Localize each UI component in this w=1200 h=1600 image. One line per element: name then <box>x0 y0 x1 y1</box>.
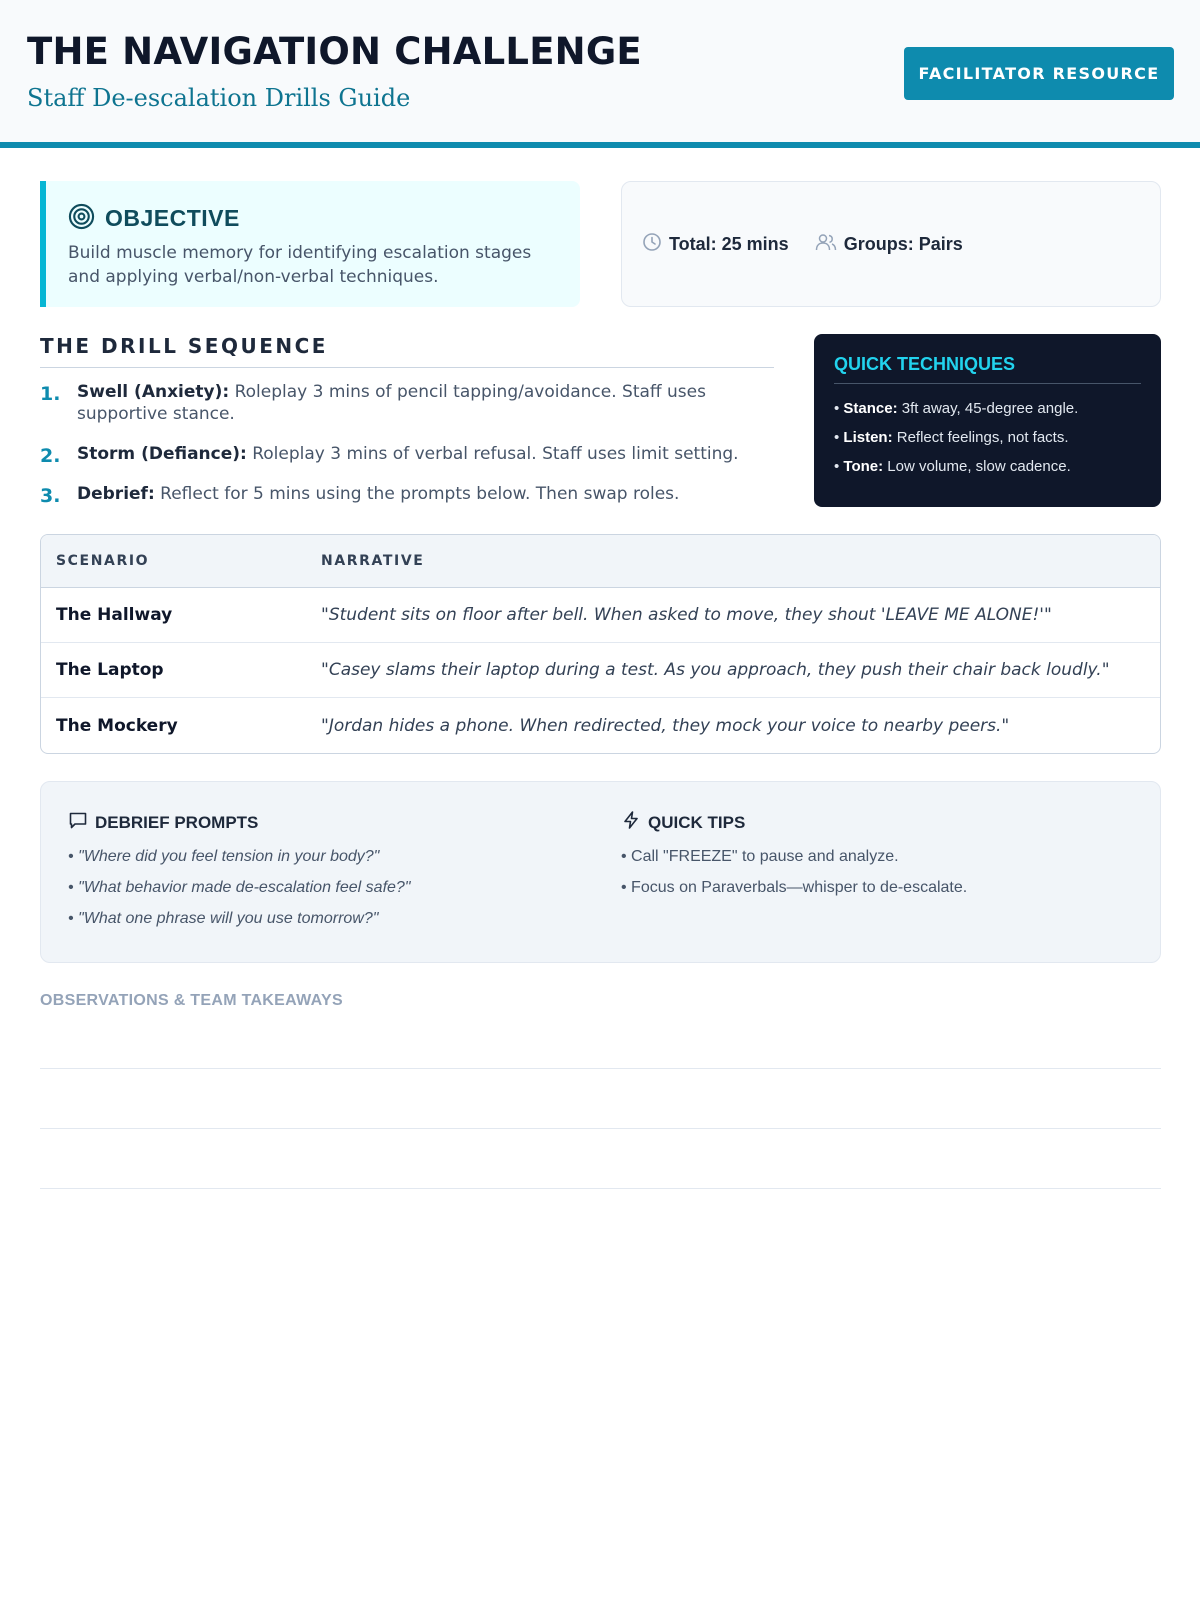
debrief-card <box>40 781 1161 963</box>
writing-line <box>40 1068 1161 1069</box>
total-time-label: Total: 25 mins <box>669 233 789 254</box>
technique-label: Stance: <box>843 400 898 417</box>
table-row <box>41 643 1160 698</box>
quick-tips-title: QUICK TIPS <box>648 812 746 832</box>
groups-label: Groups: Pairs <box>843 233 963 254</box>
table-header <box>41 535 1160 588</box>
page-subtitle: Staff De-escalation Drills Guide <box>27 84 411 112</box>
step-label: Storm (Defiance): <box>77 444 247 464</box>
scenario-name: The Mockery <box>56 715 178 736</box>
debrief-prompt: • "What behavior made de-escalation feel safe?" <box>68 879 411 896</box>
technique-label: Tone: <box>843 458 884 475</box>
scenario-name: The Hallway <box>56 605 173 625</box>
objective-text: Build muscle memory for identifying escalation stages and applying verbal/non-verbal techniques. <box>68 243 532 287</box>
technique-text: Low volume, slow cadence. <box>883 458 1071 475</box>
groups <box>815 232 963 257</box>
objective-header <box>68 203 240 234</box>
debrief-prompt: • "Where did you feel tension in your body?" <box>68 848 380 865</box>
table-row <box>41 698 1160 753</box>
step-number: 1. <box>40 383 61 405</box>
step-label: Debrief: <box>77 484 155 504</box>
step-text: Roleplay 3 mins of pencil tapping/avoidance. Staff uses supportive stance. <box>77 382 706 424</box>
target-icon <box>68 203 95 234</box>
scenario-name: The Laptop <box>56 660 164 680</box>
step-label: Swell (Anxiety): <box>77 382 230 402</box>
technique-list <box>834 399 1141 476</box>
column-header-scenario: SCENARIO <box>56 553 150 569</box>
message-square-icon <box>68 810 88 835</box>
quick-tips-header <box>621 810 967 835</box>
quick-tip: • Call "FREEZE" to pause and analyze. <box>621 848 899 865</box>
drill-meta-card <box>621 181 1161 307</box>
debrief-prompts-title: DEBRIEF PROMPTS <box>95 812 259 832</box>
drill-step <box>40 381 780 425</box>
objective-title: OBJECTIVE <box>105 205 240 231</box>
scenario-narrative: "Jordan hides a phone. When redirected, they mock your voice to nearby peers." <box>321 715 1010 736</box>
quick-techniques-card <box>814 334 1161 507</box>
step-text: Roleplay 3 mins of verbal refusal. Staff uses limit setting. <box>246 444 739 464</box>
drill-steps <box>40 381 780 523</box>
scenario-narrative: "Student sits on floor after bell. When asked to move, they shout 'LEAVE ME ALONE!'" <box>321 605 1052 625</box>
quick-tip-list <box>621 846 967 898</box>
scenario-narrative: "Casey slams their laptop during a test. As you approach, they push their chair back loudly." <box>321 660 1110 680</box>
technique-text: 3ft away, 45-degree angle. <box>897 400 1079 417</box>
technique-item: • Tone: Low volume, slow cadence. <box>834 458 1071 475</box>
drill-step <box>40 483 780 505</box>
divider <box>40 367 774 368</box>
drill-step <box>40 443 780 465</box>
step-number: 2. <box>40 445 61 467</box>
debrief-prompts-header <box>68 810 410 835</box>
quick-techniques-title: QUICK TECHNIQUES <box>834 354 1141 384</box>
technique-text: Reflect feelings, not facts. <box>892 429 1069 446</box>
debrief-prompt: • "What one phrase will you use tomorrow?" <box>68 910 379 927</box>
page-header <box>0 0 1200 148</box>
facilitator-resource-badge: FACILITATOR RESOURCE <box>904 47 1174 100</box>
debrief-prompt-list <box>68 846 410 929</box>
column-header-narrative: NARRATIVE <box>321 553 425 569</box>
writing-line <box>40 1128 1161 1129</box>
total-time <box>642 232 789 257</box>
technique-item: • Listen: Reflect feelings, not facts. <box>834 429 1069 446</box>
debrief-prompts-section <box>68 810 410 939</box>
step-number: 3. <box>40 485 61 507</box>
users-icon <box>815 232 837 257</box>
observations-title: OBSERVATIONS & TEAM TAKEAWAYS <box>40 992 343 1009</box>
step-text: Reflect for 5 mins using the prompts below. Then swap roles. <box>154 484 680 504</box>
technique-item: • Stance: 3ft away, 45-degree angle. <box>834 400 1079 417</box>
objective-card <box>40 181 580 307</box>
drill-sequence-title: THE DRILL SEQUENCE <box>40 334 328 358</box>
page-title: THE NAVIGATION CHALLENGE <box>27 30 642 73</box>
writing-line <box>40 1188 1161 1189</box>
quick-tip: • Focus on Paraverbals—whisper to de-escalate. <box>621 879 968 896</box>
scenario-table <box>40 534 1161 754</box>
clock-icon <box>642 232 662 257</box>
quick-tips-section <box>621 810 967 908</box>
zap-icon <box>621 810 641 835</box>
technique-label: Listen: <box>843 429 893 446</box>
table-row <box>41 588 1160 643</box>
